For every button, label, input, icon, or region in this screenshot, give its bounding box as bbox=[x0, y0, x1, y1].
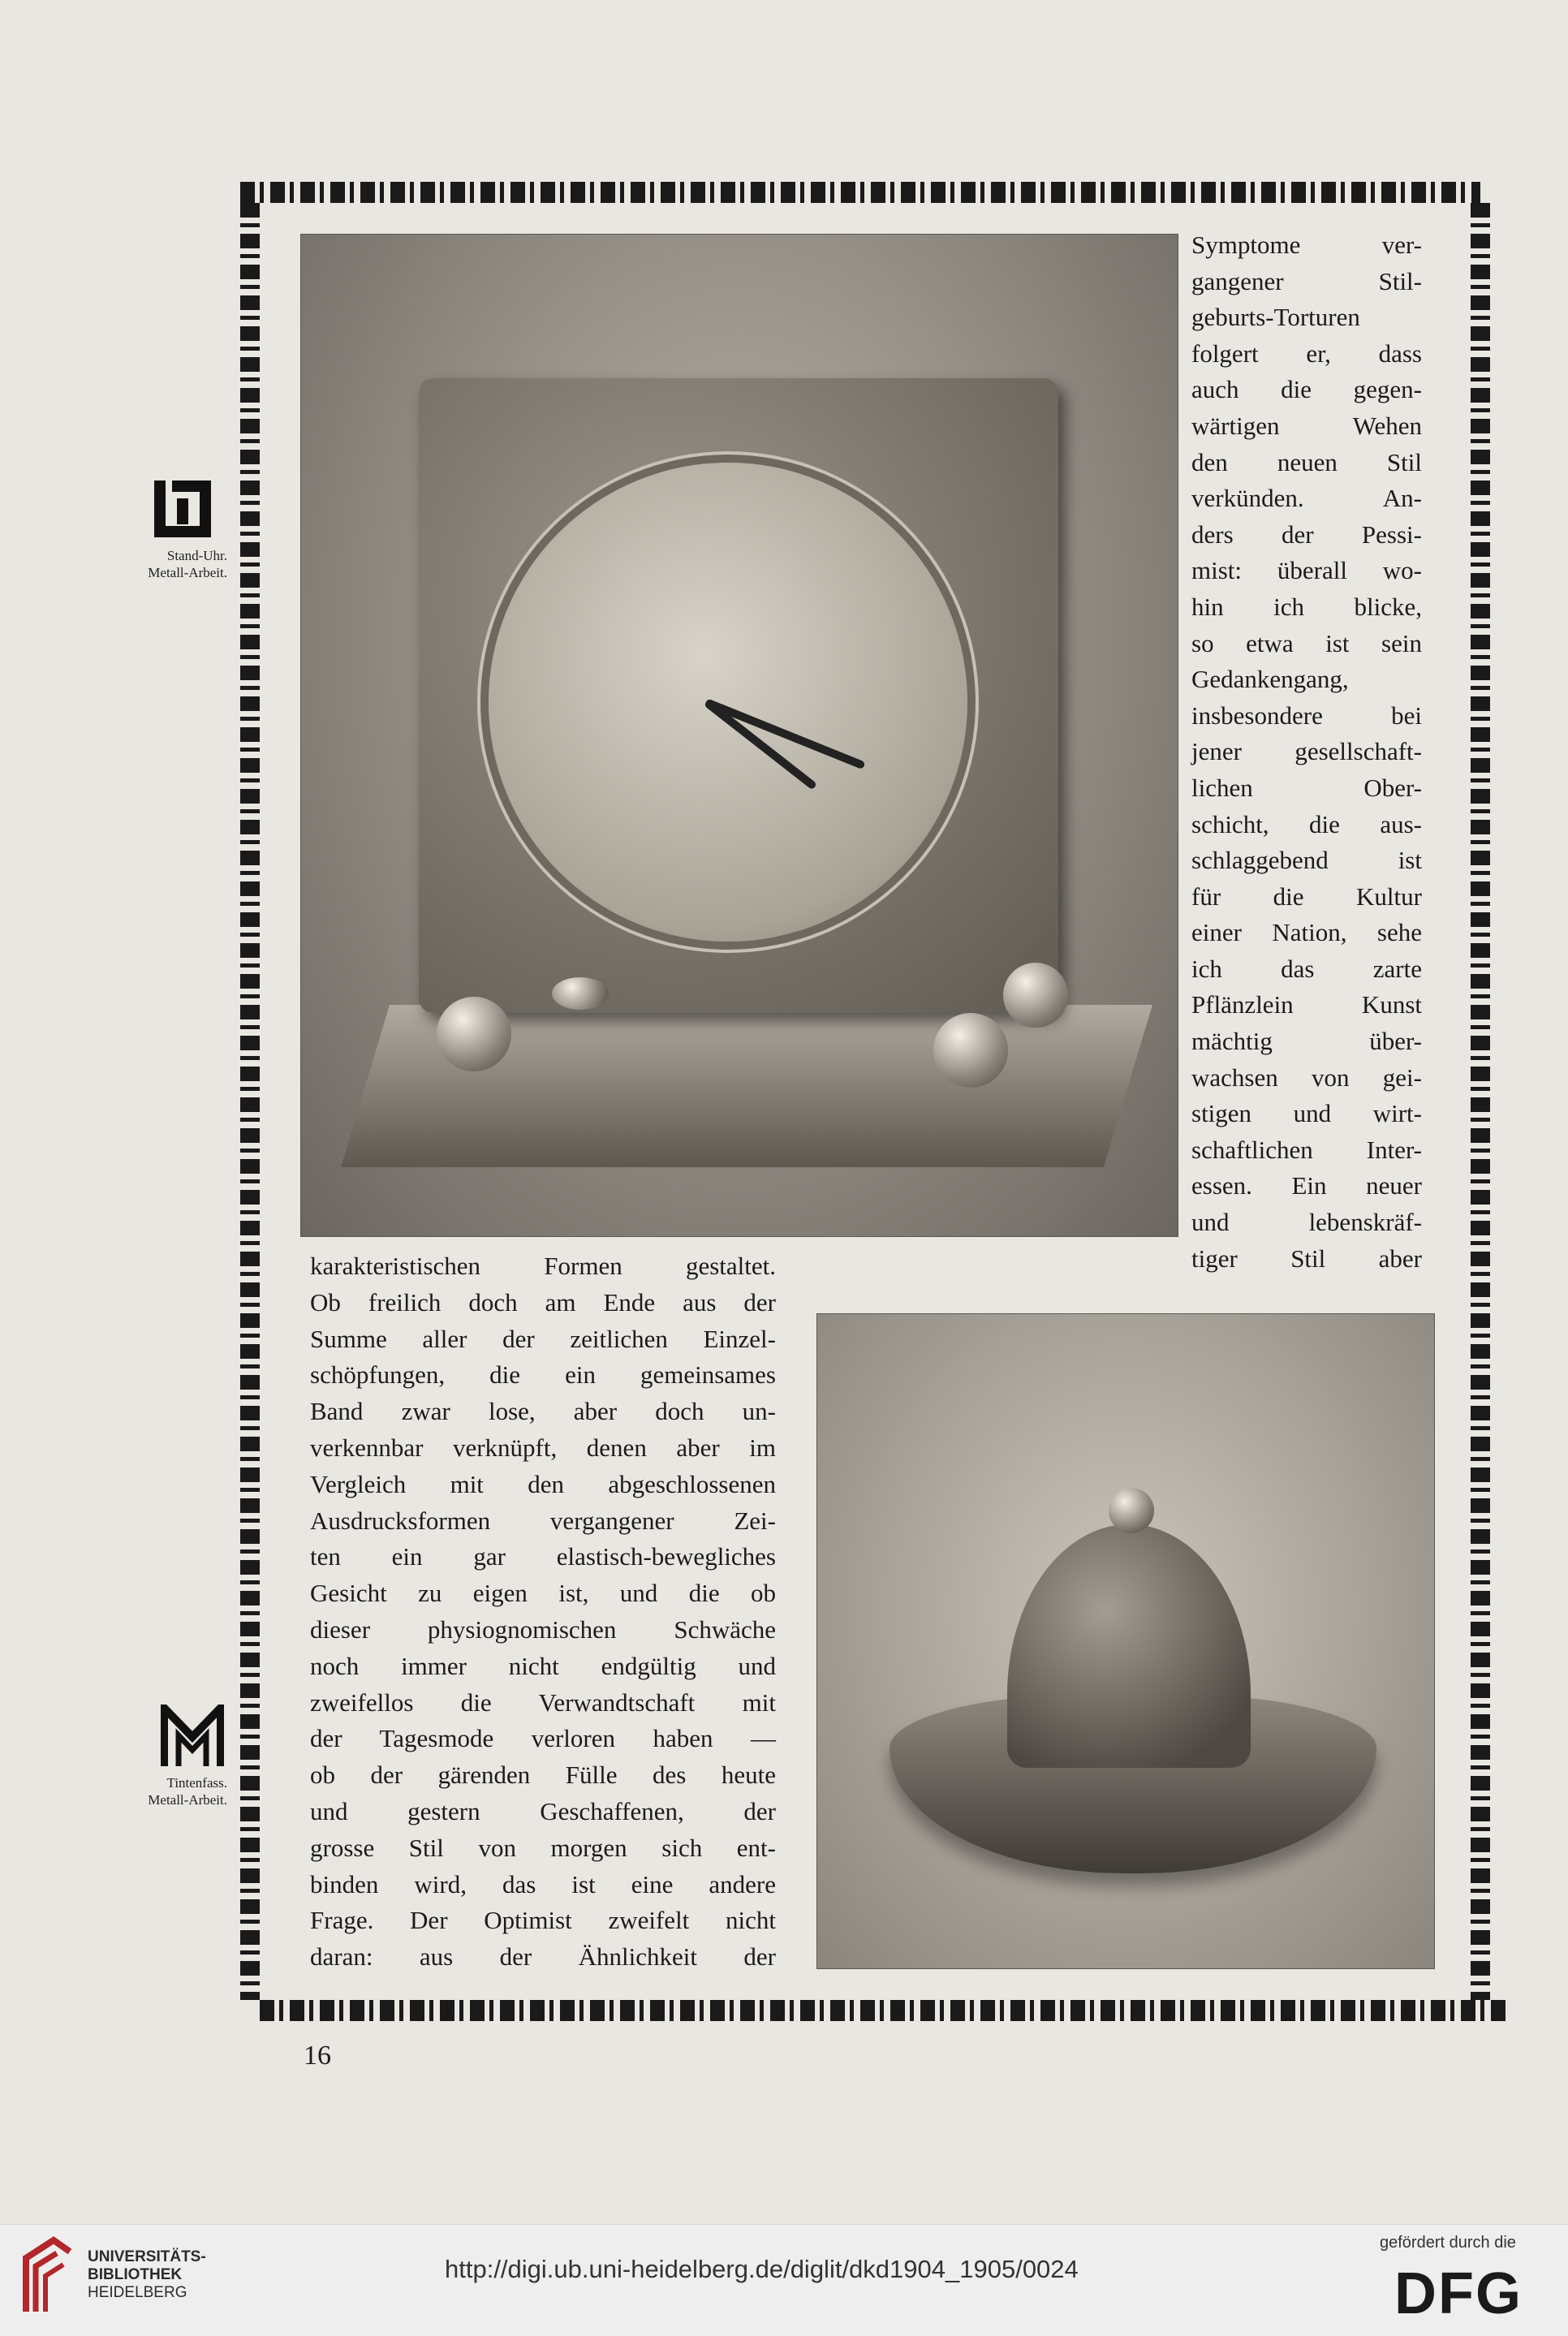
source-url-link[interactable]: http://digi.ub.uni-heidelberg.de/diglit/dkd1904_1905/0024 bbox=[445, 2255, 1079, 2283]
left-column-line: Ob freilich doch am Ende aus der bbox=[310, 1287, 776, 1317]
clock-photo bbox=[300, 234, 1178, 1237]
ornamental-border-top bbox=[240, 182, 1480, 203]
right-column-line: verkünden. An- bbox=[1191, 484, 1422, 513]
clock-foot-back-right bbox=[1003, 963, 1068, 1028]
ornamental-border-right bbox=[1471, 203, 1490, 2000]
right-column-line: Gedankengang, bbox=[1191, 665, 1349, 694]
library-name-line1: UNIVERSITÄTS- bbox=[88, 2248, 206, 2265]
left-column-line: der Tagesmode verloren haben — bbox=[310, 1724, 776, 1753]
left-column-line: dieser physiognomischen Schwäche bbox=[310, 1614, 776, 1644]
clock-caption bbox=[106, 547, 227, 581]
right-column-line: wachsen von gei- bbox=[1191, 1062, 1422, 1092]
page-number: 16 bbox=[304, 2041, 331, 2071]
right-column-line: gangener Stil- bbox=[1191, 266, 1422, 295]
right-column-line: mist: überall wo- bbox=[1191, 556, 1422, 585]
right-column-line: lichen Ober- bbox=[1191, 773, 1422, 802]
left-column-line: zweifellos die Verwandtschaft mit bbox=[310, 1687, 776, 1717]
right-column-line: geburts-Torturen bbox=[1191, 303, 1360, 332]
left-column-line: und gestern Geschaffenen, der bbox=[310, 1796, 776, 1825]
left-column-line: Summe aller der zeitlichen Einzel- bbox=[310, 1324, 776, 1353]
right-column-line: Symptome ver- bbox=[1191, 231, 1422, 259]
library-name-line3: HEIDELBERG bbox=[88, 2284, 187, 2301]
right-column-line: für die Kultur bbox=[1191, 881, 1422, 911]
bl-monogram-icon bbox=[154, 481, 211, 537]
clock-caption-line1: Stand-Uhr. bbox=[166, 548, 227, 563]
right-column-line: folgert er, dass bbox=[1191, 338, 1422, 368]
right-column-line: hin ich blicke, bbox=[1191, 592, 1422, 621]
right-column-line: schicht, die aus- bbox=[1191, 809, 1422, 838]
right-column-line: tiger Stil aber bbox=[1191, 1243, 1422, 1273]
right-column-line: ich das zarte bbox=[1191, 954, 1422, 983]
clock-foot-back-left bbox=[552, 977, 609, 1010]
inkwell-caption-line2: Metall-Arbeit. bbox=[148, 1792, 227, 1808]
clock-caption-line2: Metall-Arbeit. bbox=[148, 565, 227, 580]
right-column-line: den neuen Stil bbox=[1191, 447, 1422, 476]
left-column-line: daran: aus der Ähnlichkeit der bbox=[310, 1942, 776, 1972]
left-column-line: noch immer nicht endgültig und bbox=[310, 1651, 776, 1680]
right-column-line: einer Nation, sehe bbox=[1191, 918, 1422, 947]
clock-face bbox=[489, 463, 967, 942]
left-column-line: Ausdrucksformen vergangener Zei- bbox=[310, 1506, 776, 1535]
left-column-line: Gesicht zu eigen ist, und die ob bbox=[310, 1579, 776, 1608]
ornamental-border-left bbox=[240, 203, 260, 2000]
funded-by-label: gefördert durch die bbox=[1380, 2234, 1516, 2252]
library-name-line2: BIBLIOTHEK bbox=[88, 2266, 183, 2283]
inkwell-photo bbox=[816, 1313, 1435, 1969]
inkwell-caption-line1: Tintenfass. bbox=[166, 1775, 227, 1791]
clock-foot-right bbox=[933, 1013, 1008, 1088]
left-column-line: Vergleich mit den abgeschlossenen bbox=[310, 1469, 776, 1498]
right-column-line: essen. Ein neuer bbox=[1191, 1171, 1422, 1200]
dfg-logo: DFG bbox=[1394, 2261, 1523, 2326]
right-column-line: ders der Pessi- bbox=[1191, 519, 1422, 549]
right-column-line: mächtig über- bbox=[1191, 1027, 1422, 1056]
clock-foot-left bbox=[437, 997, 511, 1071]
right-column-line: schaftlichen Inter- bbox=[1191, 1135, 1422, 1164]
ub-heidelberg-logo-icon bbox=[18, 2234, 76, 2318]
right-column-line: auch die gegen- bbox=[1191, 375, 1422, 404]
ornamental-border-bottom bbox=[260, 2000, 1510, 2021]
right-column-line: wärtigen Wehen bbox=[1191, 411, 1422, 440]
inkwell-bell-lid bbox=[1007, 1524, 1251, 1768]
left-column-line: schöpfungen, die ein gemeinsames bbox=[310, 1360, 776, 1390]
left-column-line: Band zwar lose, aber doch un- bbox=[310, 1397, 776, 1426]
right-column-line: so etwa ist sein bbox=[1191, 628, 1422, 657]
left-column-line: verkennbar verknüpft, denen aber im bbox=[310, 1433, 776, 1462]
inkwell-knob bbox=[1109, 1488, 1154, 1533]
left-text-column bbox=[310, 1248, 776, 1976]
right-column-line: und lebenskräf- bbox=[1191, 1208, 1422, 1237]
inkwell-caption bbox=[106, 1774, 227, 1808]
mk-monogram-icon bbox=[161, 1705, 224, 1768]
left-column-line: ob der gärenden Fülle des heute bbox=[310, 1761, 776, 1790]
left-column-line: grosse Stil von morgen sich ent- bbox=[310, 1833, 776, 1862]
right-column-line: jener gesellschaft- bbox=[1191, 737, 1422, 766]
left-column-line: ten ein gar elastisch-bewegliches bbox=[310, 1542, 776, 1571]
left-column-line: Frage. Der Optimist zweifelt nicht bbox=[310, 1906, 776, 1935]
left-column-line: karakteristischen Formen gestaltet. bbox=[310, 1252, 776, 1280]
right-column-line: stigen und wirt- bbox=[1191, 1099, 1422, 1128]
library-name bbox=[88, 2248, 206, 2302]
right-text-column bbox=[1191, 227, 1422, 1277]
right-column-line: schlaggebend ist bbox=[1191, 846, 1422, 875]
right-column-line: Pflänzlein Kunst bbox=[1191, 990, 1422, 1019]
right-column-line: insbesondere bei bbox=[1191, 700, 1422, 730]
left-column-line: binden wird, das ist eine andere bbox=[310, 1869, 776, 1899]
